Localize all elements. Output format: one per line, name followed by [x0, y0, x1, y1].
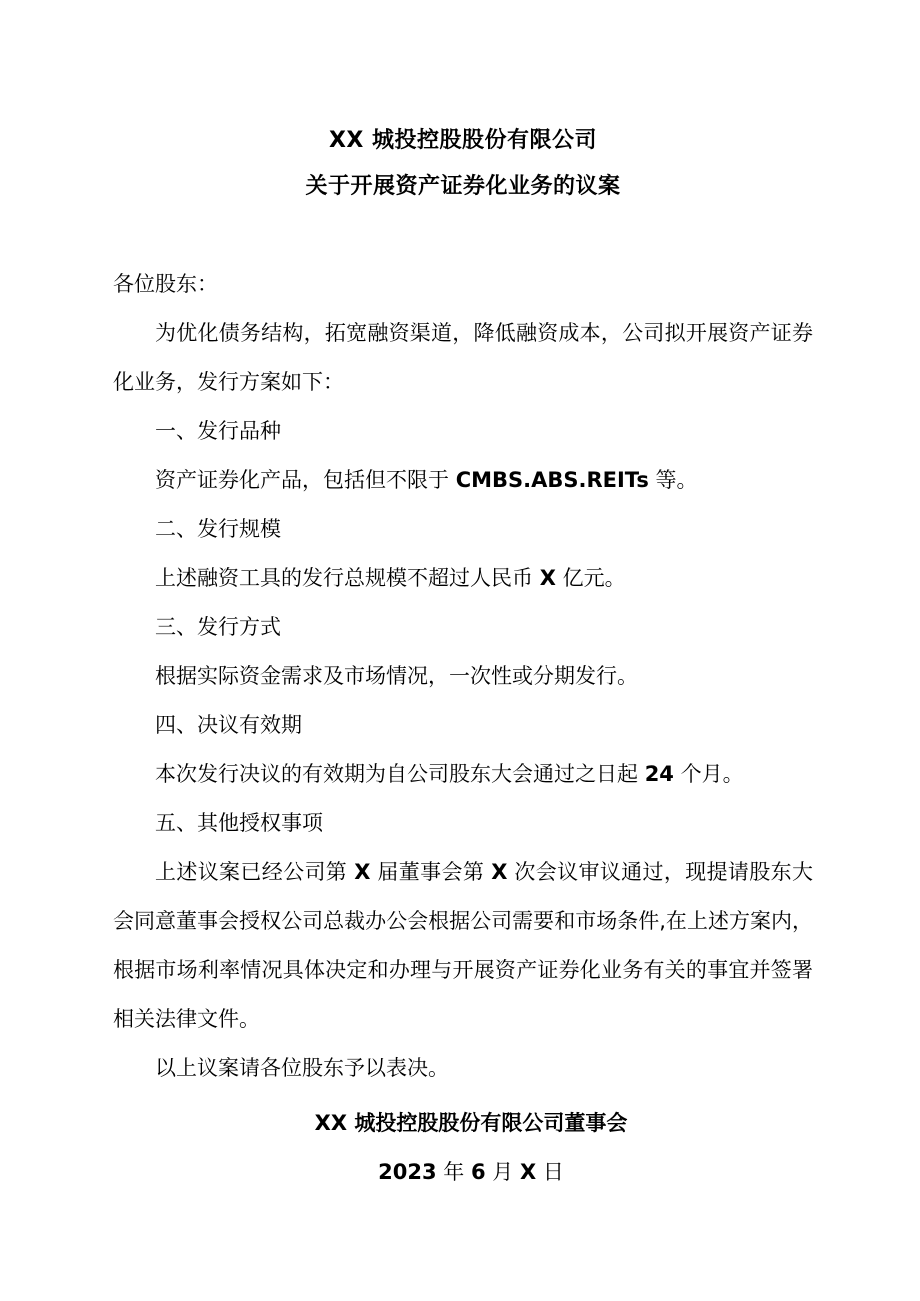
section-heading-2: 二、发行规模	[155, 517, 281, 541]
salutation: 各位股东：	[113, 272, 218, 296]
intro-paragraph: 为优化债务结构，拓宽融资渠道，降低融资成本，公司拟开展资产证券化业务，发行方案如下：	[113, 321, 813, 394]
title-line-1: XX 城投控股股份有限公司	[328, 128, 598, 153]
title-spacer	[113, 210, 813, 260]
signature-organization: XX 城投控股股份有限公司董事会	[314, 1111, 628, 1135]
auth-part-2: 届董事会第	[370, 860, 492, 884]
authorization-paragraph	[113, 848, 813, 1044]
section-body-3	[113, 652, 813, 701]
auth-part-3: 次会议审议通过，现提请股东大会同意董事会授权公司总裁办公会根据公司需要和市场条件,在上述方案内，根据市场利率情况具体决定和办理与开展资产证券化业务有关的事宜并签署相关法律文件。	[113, 860, 813, 1031]
auth-bold-2: X	[491, 860, 508, 884]
signature-date	[113, 1148, 813, 1197]
section-body-4-bold: 24	[644, 762, 674, 786]
section-body-2-suffix: 亿元。	[555, 566, 626, 590]
auth-bold-1: X	[354, 860, 371, 884]
section-body-1	[113, 456, 813, 505]
auth-part-1: 上述议案已经公司第	[155, 860, 355, 884]
section-body-2-prefix: 上述融资工具的发行总规模不超过人民币	[155, 566, 540, 590]
signature-year: 2023	[378, 1160, 437, 1184]
section-body-2-bold: X	[539, 566, 556, 590]
section-body-3-prefix: 根据实际资金需求及市场情况，一次性或分期发行。	[155, 664, 638, 688]
section-heading-4: 四、决议有效期	[155, 713, 302, 737]
closing-paragraph: 以上议案请各位股东予以表决。	[155, 1056, 449, 1080]
signature-month-unit: 月	[492, 1160, 514, 1184]
section-body-4-prefix: 本次发行决议的有效期为自公司股东大会通过之日起	[155, 762, 645, 786]
section-heading-5: 五、其他授权事项	[155, 811, 323, 835]
signature-year-unit: 年	[443, 1160, 465, 1184]
section-body-4	[113, 750, 813, 799]
section-heading-3: 三、发行方式	[155, 615, 281, 639]
title-line-2: 关于开展资产证券化业务的议案	[305, 174, 621, 199]
section-body-1-prefix: 资产证券化产品，包括但不限于	[155, 468, 456, 492]
signature-day-unit: 日	[542, 1160, 564, 1184]
document-body	[113, 118, 813, 1197]
signature-block	[113, 1099, 813, 1197]
section-heading-1: 一、发行品种	[155, 419, 281, 443]
section-body-1-suffix: 等。	[648, 468, 698, 492]
signature-day: X	[519, 1160, 537, 1184]
section-body-1-bold: CMBS.ABS.REITs	[455, 468, 649, 492]
section-body-4-suffix: 个月。	[673, 762, 744, 786]
document-title	[113, 118, 813, 210]
section-body-2	[113, 554, 813, 603]
signature-month: 6	[470, 1160, 486, 1184]
